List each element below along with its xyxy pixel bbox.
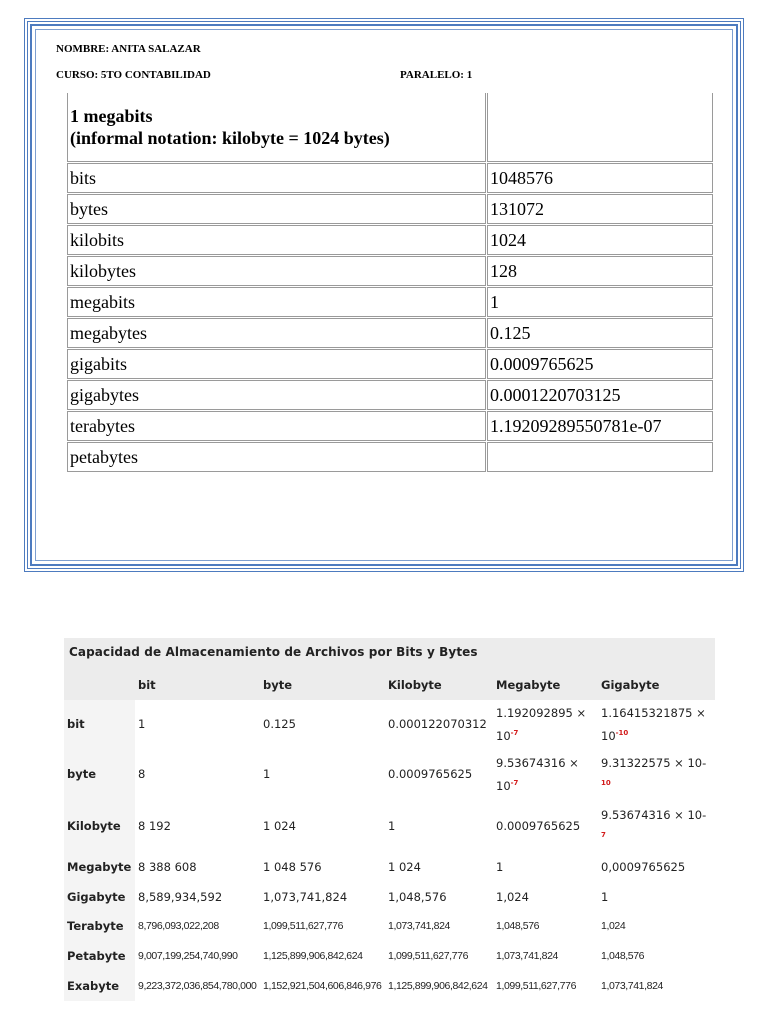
table-cell bbox=[493, 748, 598, 800]
table-cell: 8,589,934,592 bbox=[138, 889, 223, 904]
value-cell: 0.0001220703125 bbox=[487, 380, 713, 410]
corner-cell bbox=[64, 670, 135, 700]
column-header: byte bbox=[260, 670, 385, 700]
table-row bbox=[67, 287, 713, 317]
table-cell: 1,125,899,906,842,624 bbox=[263, 950, 363, 962]
conversion-title-line2: (informal notation: kilobyte = 1024 bytes) bbox=[70, 128, 390, 148]
unit-cell: megabytes bbox=[67, 318, 486, 348]
conversion-title-row bbox=[67, 93, 713, 162]
table-row bbox=[67, 256, 713, 286]
row-header: bit bbox=[64, 700, 135, 748]
table-cell: 8 bbox=[138, 767, 146, 781]
table-cell: 1,024 bbox=[496, 889, 529, 904]
table-row bbox=[64, 911, 715, 941]
table-cell: 1,099,511,627,776 bbox=[496, 980, 577, 992]
storage-table-title: Capacidad de Almacenamiento de Archivos por Bits y Bytes bbox=[64, 638, 715, 670]
value-cell: 131072 bbox=[487, 194, 713, 224]
storage-header-row bbox=[64, 670, 715, 700]
sci-mantissa: 1.16415321875 × bbox=[601, 705, 706, 720]
table-cell: 9,007,199,254,740,990 bbox=[138, 950, 238, 962]
student-name: NOMBRE: ANITA SALAZAR bbox=[56, 43, 201, 55]
sci-mantissa: 9.53674316 × 10- bbox=[601, 807, 707, 822]
table-row bbox=[67, 163, 713, 193]
value-cell: 1 bbox=[487, 287, 713, 317]
value-cell: 0.125 bbox=[487, 318, 713, 348]
sci-exponent: -7 bbox=[510, 728, 519, 737]
row-header: Kilobyte bbox=[64, 800, 135, 852]
table-cell: 0.0009765625 bbox=[388, 767, 473, 781]
table-row bbox=[67, 225, 713, 255]
column-header: bit bbox=[135, 670, 260, 700]
unit-cell: kilobytes bbox=[67, 256, 486, 286]
sci-base: 10 bbox=[601, 728, 616, 743]
conversion-title-line1: 1 megabits bbox=[70, 106, 153, 126]
table-row bbox=[64, 971, 715, 1001]
value-cell bbox=[487, 442, 713, 472]
sci-exponent: 10 bbox=[601, 778, 611, 787]
sci-mantissa: 9.53674316 × bbox=[496, 755, 579, 770]
value-cell: 0.0009765625 bbox=[487, 349, 713, 379]
storage-grid bbox=[64, 670, 715, 1001]
table-row bbox=[67, 318, 713, 348]
sci-mantissa: 9.31322575 × 10- bbox=[601, 755, 707, 770]
unit-cell: petabytes bbox=[67, 442, 486, 472]
table-cell bbox=[598, 748, 715, 800]
table-row bbox=[67, 349, 713, 379]
table-cell: 0.000122070312 bbox=[388, 717, 487, 731]
value-cell: 1048576 bbox=[487, 163, 713, 193]
row-header: Megabyte bbox=[64, 852, 135, 882]
value-cell: 128 bbox=[487, 256, 713, 286]
conversion-title-blank bbox=[487, 93, 713, 162]
table-cell: 1,024 bbox=[601, 920, 626, 932]
sci-exponent: 7 bbox=[601, 830, 606, 839]
table-cell: 1,125,899,906,842,624 bbox=[388, 980, 488, 992]
table-row bbox=[67, 380, 713, 410]
course-label: CURSO: 5TO CONTABILIDAD bbox=[56, 69, 211, 81]
unit-cell: megabits bbox=[67, 287, 486, 317]
table-cell: 8,796,093,022,208 bbox=[138, 920, 219, 932]
table-row bbox=[64, 882, 715, 911]
table-cell: 0.0009765625 bbox=[496, 819, 581, 833]
table-row bbox=[64, 748, 715, 800]
megabits-conversion-table bbox=[66, 92, 714, 473]
conversion-title bbox=[67, 93, 486, 162]
table-cell: 1,048,576 bbox=[496, 920, 540, 932]
table-cell bbox=[598, 800, 715, 852]
row-header: Terabyte bbox=[64, 911, 135, 941]
table-cell: 1 024 bbox=[388, 860, 421, 874]
table-cell: 1,152,921,504,606,846,976 bbox=[263, 980, 382, 992]
table-cell: 1,048,576 bbox=[601, 950, 645, 962]
table-cell: 1 bbox=[496, 860, 504, 874]
row-header: Gigabyte bbox=[64, 882, 135, 911]
table-row bbox=[64, 941, 715, 971]
unit-cell: kilobits bbox=[67, 225, 486, 255]
value-cell: 1.19209289550781e-07 bbox=[487, 411, 713, 441]
table-cell: 1,048,576 bbox=[388, 889, 447, 904]
sci-exponent: -10 bbox=[615, 728, 629, 737]
table-cell: 1 024 bbox=[263, 819, 296, 833]
table-cell: 1 048 576 bbox=[263, 860, 322, 874]
unit-cell: gigabytes bbox=[67, 380, 486, 410]
table-row bbox=[67, 194, 713, 224]
table-cell: 1,073,741,824 bbox=[388, 920, 450, 932]
table-row bbox=[67, 411, 713, 441]
table-cell: 1 bbox=[138, 717, 146, 731]
table-cell: 1,099,511,627,776 bbox=[263, 920, 344, 932]
table-cell: 1,073,741,824 bbox=[263, 889, 348, 904]
table-cell: 0,0009765625 bbox=[601, 860, 686, 874]
unit-cell: bytes bbox=[67, 194, 486, 224]
table-cell: 1 bbox=[601, 889, 609, 904]
table-row bbox=[64, 700, 715, 748]
table-cell: 8 388 608 bbox=[138, 860, 197, 874]
sci-exponent: -7 bbox=[510, 778, 519, 787]
table-cell bbox=[493, 700, 598, 748]
row-header: byte bbox=[64, 748, 135, 800]
column-header: Kilobyte bbox=[385, 670, 493, 700]
table-cell: 8 192 bbox=[138, 819, 171, 833]
table-cell: 1 bbox=[263, 767, 271, 781]
table-cell: 1 bbox=[388, 819, 396, 833]
sci-base: 10 bbox=[496, 728, 511, 743]
sci-mantissa: 1.192092895 × bbox=[496, 705, 587, 720]
unit-cell: bits bbox=[67, 163, 486, 193]
row-header: Petabyte bbox=[64, 941, 135, 971]
unit-cell: terabytes bbox=[67, 411, 486, 441]
column-header: Megabyte bbox=[493, 670, 598, 700]
table-row bbox=[64, 852, 715, 882]
storage-capacity-table bbox=[64, 638, 715, 1001]
row-header: Exabyte bbox=[64, 971, 135, 1001]
sci-base: 10 bbox=[496, 778, 511, 793]
table-cell: 9,223,372,036,854,780,000 bbox=[138, 980, 257, 992]
table-cell: 1,099,511,627,776 bbox=[388, 950, 469, 962]
table-cell: 0.125 bbox=[263, 717, 296, 731]
table-row bbox=[64, 800, 715, 852]
unit-cell: gigabits bbox=[67, 349, 486, 379]
paralelo-label: PARALELO: 1 bbox=[400, 69, 473, 81]
table-row bbox=[67, 442, 713, 472]
value-cell: 1024 bbox=[487, 225, 713, 255]
table-cell bbox=[598, 700, 715, 748]
column-header: Gigabyte bbox=[598, 670, 715, 700]
table-cell: 1,073,741,824 bbox=[496, 950, 558, 962]
table-cell: 1,073,741,824 bbox=[601, 980, 663, 992]
